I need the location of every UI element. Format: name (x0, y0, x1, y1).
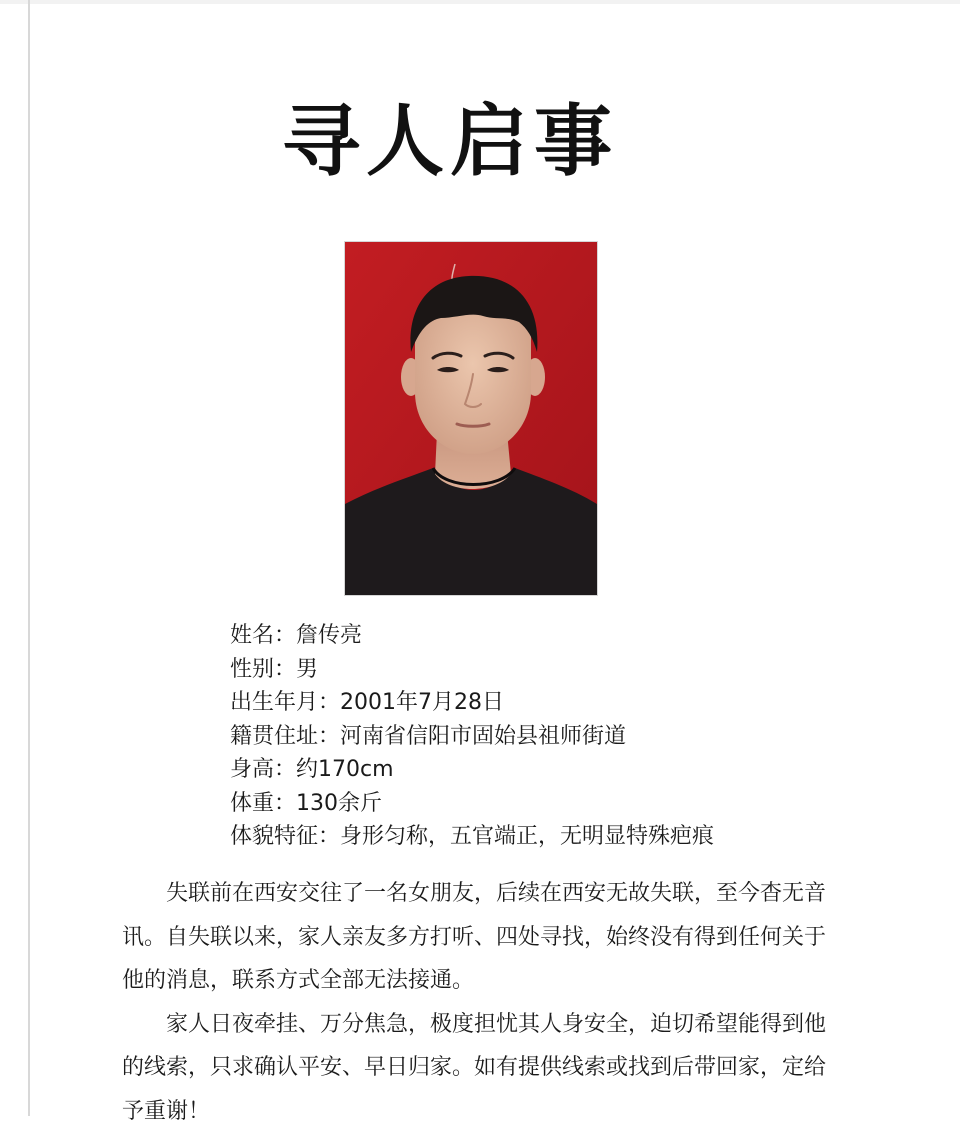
info-physical-features: 体貌特征：身形匀称，五官端正，无明显特殊疤痕 (230, 820, 870, 854)
personal-info (230, 619, 870, 854)
notice-body (122, 872, 842, 1133)
info-birth-date: 出生年月：2001年7月28日 (230, 686, 870, 720)
info-name: 姓名：詹传亮 (230, 619, 870, 653)
info-hometown: 籍贯住址：河南省信阳市固始县祖师街道 (230, 720, 870, 754)
notice-title: 寻人启事 (0, 92, 900, 192)
missing-person-photo (344, 241, 598, 596)
info-height: 身高：约170cm (230, 753, 870, 787)
page-top-edge (0, 0, 960, 4)
info-gender: 性别：男 (230, 653, 870, 687)
appeal-paragraph: 家人日夜牵挂、万分焦急，极度担忧其人身安全，迫切希望能得到他的线索，只求确认平安、早日归家。如有提供线索或找到后带回家，定给予重谢！ (122, 1003, 842, 1133)
info-weight: 体重：130余斤 (230, 787, 870, 821)
disappearance-paragraph: 失联前在西安交往了一名女朋友，后续在西安无故失联，至今杳无音讯。自失联以来，家人亲友多方打听、四处寻找，始终没有得到任何关于他的消息，联系方式全部无法接通。 (122, 872, 842, 1003)
portrait-illustration (345, 242, 597, 595)
